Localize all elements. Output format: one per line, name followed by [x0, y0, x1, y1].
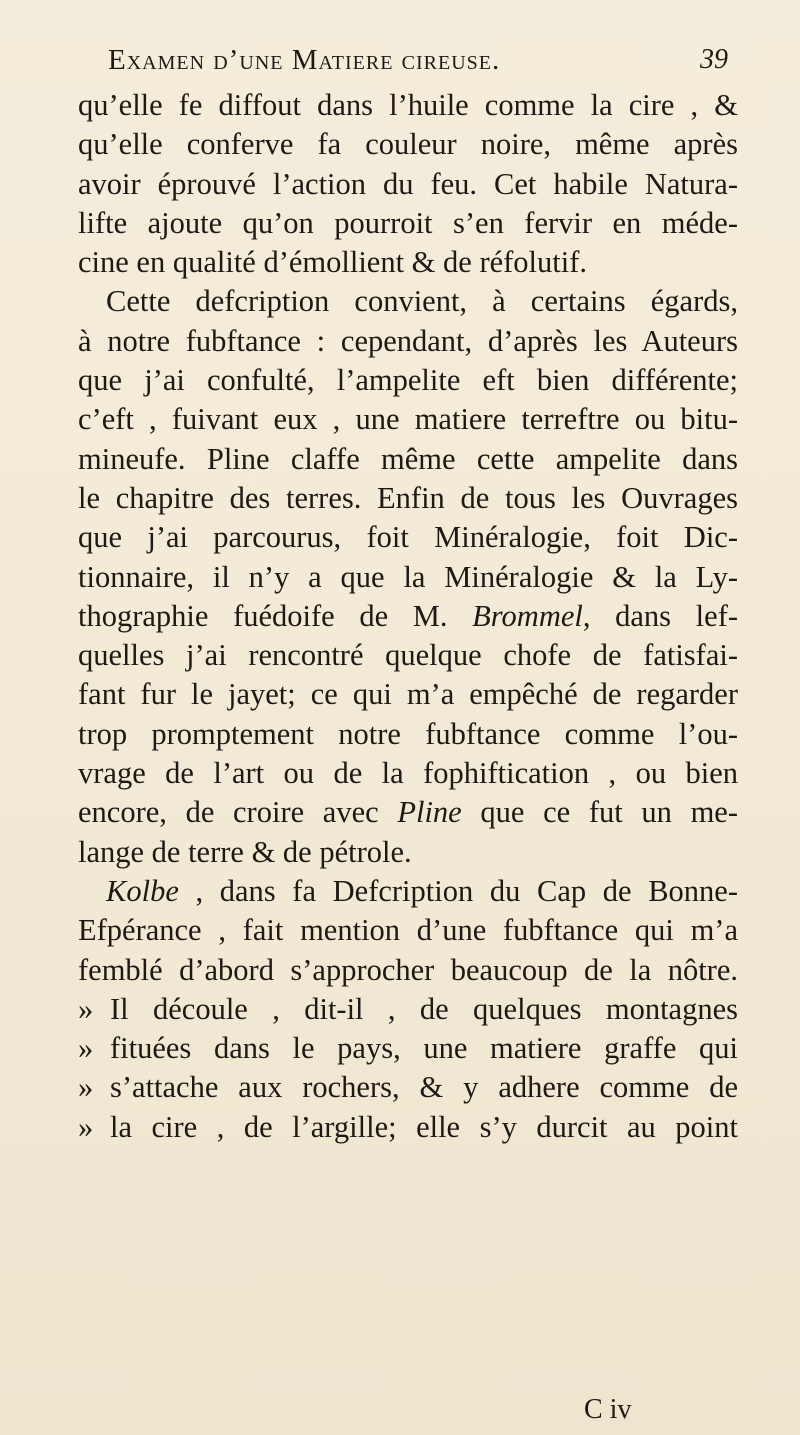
- text-line: [78, 793, 738, 832]
- quote-text: fituées dans le pays, une matiere graffe qui: [110, 1031, 738, 1066]
- text-line: que j’ai confulté, l’ampelite eft bien différente;: [78, 363, 738, 398]
- text-segment: , dans lef-: [582, 598, 739, 633]
- text-line: lifte ajoute qu’on pourroit s’en fervir en méde-: [78, 205, 738, 240]
- text-line: mineufe. Pline claffe même cette ampelite dans: [78, 441, 738, 476]
- text-line: trop promptement notre fubftance comme l’ou-: [78, 716, 738, 751]
- quote-text: s’attache aux rochers, & y adhere comme de: [110, 1070, 738, 1105]
- signature-mark: C iv: [584, 1394, 632, 1425]
- quote-mark: »: [78, 1109, 94, 1144]
- author-name-kolbe: Kolbe: [106, 873, 179, 908]
- text-segment: que ce fut un me-: [461, 795, 738, 830]
- text-line: cine en qualité d’émollient & de réfolutif.: [78, 245, 587, 280]
- text-line: [78, 872, 738, 911]
- text-segment: encore, de croire avec: [78, 795, 398, 830]
- author-name-brommel: Brommel: [472, 598, 583, 633]
- quote-text: Il découle , dit-il , de quelques montagnes: [110, 991, 738, 1026]
- text-line: [78, 597, 738, 636]
- author-name-pline: Pline: [397, 795, 462, 830]
- text-line: qu’elle fe diffout dans l’huile comme la cire , &: [78, 88, 738, 122]
- running-title: Examen d’une Matiere cireuse.: [108, 44, 501, 76]
- quote-mark: »: [78, 1070, 94, 1105]
- page-header: [108, 44, 728, 86]
- text-line: fant fur le jayet; ce qui m’a empêché de regarder: [78, 677, 738, 712]
- text-line: qu’elle conferve fa couleur noire, même après: [78, 127, 738, 162]
- text-line: lange de terre & de pétrole.: [78, 834, 412, 869]
- text-line: Cette defcription convient, à certains égards,: [106, 284, 738, 319]
- text-line: femblé d’abord s’approcher beaucoup de la nôtre.: [78, 952, 738, 987]
- quote-line: [78, 1108, 738, 1147]
- body-text: [78, 86, 738, 1147]
- quote-text: la cire , de l’argille; elle s’y durcit au point: [110, 1109, 738, 1144]
- quote-line: [78, 1068, 738, 1107]
- quote-line: [78, 990, 738, 1029]
- text-line: quelles j’ai rencontré quelque chofe de fatisfai-: [78, 638, 738, 673]
- text-line: à notre fubftance : cependant, d’après les Auteurs: [78, 323, 738, 358]
- text-segment: , dans fa Defcription du Cap de Bonne-: [178, 873, 738, 908]
- quote-mark: »: [78, 991, 94, 1026]
- text-line: Efpérance , fait mention d’une fubftance qui m’a: [78, 913, 738, 948]
- quote-mark: »: [78, 1031, 94, 1066]
- text-line: vrage de l’art ou de la fophiftication , ou bien: [78, 756, 738, 791]
- text-line: tionnaire, il n’y a que la Minéralogie & la Ly-: [78, 559, 738, 594]
- page-number: 39: [700, 44, 728, 75]
- text-segment: thographie fuédoife de M.: [78, 598, 473, 633]
- text-line: le chapitre des terres. Enfin de tous les Ouvrages: [78, 480, 738, 515]
- quote-line: [78, 1029, 738, 1068]
- text-line: que j’ai parcourus, foit Minéralogie, foit Dic-: [78, 520, 738, 555]
- text-line: avoir éprouvé l’action du feu. Cet habile Natura-: [78, 166, 738, 201]
- text-line: c’eft , fuivant eux , une matiere terreftre ou bitu-: [78, 402, 738, 437]
